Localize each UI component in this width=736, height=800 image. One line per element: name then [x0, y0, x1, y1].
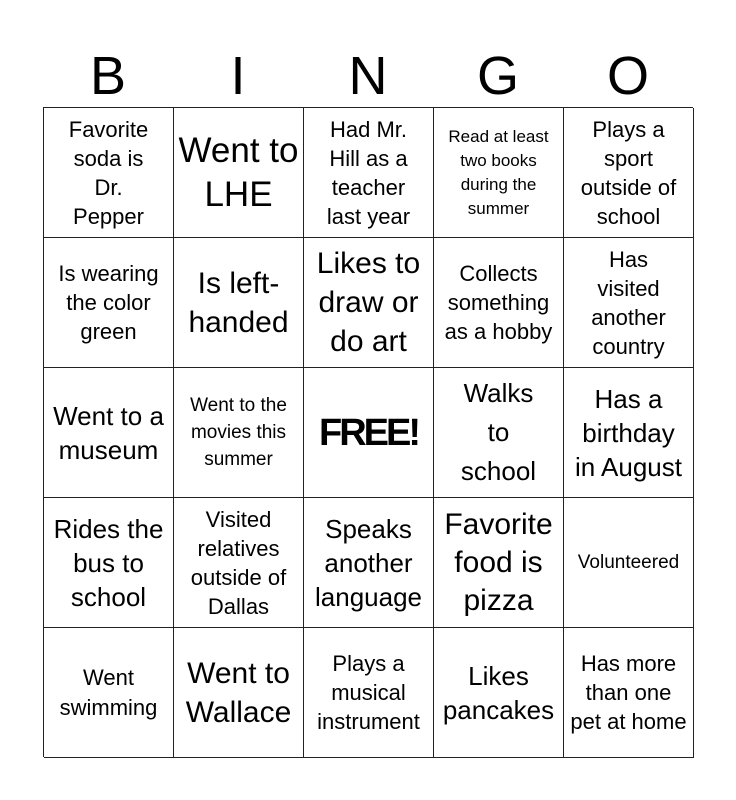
- cell-text: Is wearing the color green: [58, 261, 159, 344]
- cell-text: Favorite soda is Dr. Pepper: [68, 116, 149, 229]
- cell-text: Likes to draw or do art: [316, 247, 421, 358]
- header-letter-g: G: [476, 46, 519, 106]
- cell-text: Likes pancakes: [442, 660, 555, 725]
- cell-text: Has more than one pet at home: [570, 651, 687, 734]
- cell-text: Has visited another country: [591, 246, 666, 359]
- bingo-cell: [304, 108, 434, 238]
- bingo-header: [43, 44, 693, 108]
- bingo-cell: [174, 368, 304, 498]
- bingo-cell: [174, 238, 304, 368]
- cell-text: Went to Wallace: [185, 656, 292, 729]
- free-space: [304, 368, 434, 498]
- header-letter-n: N: [348, 46, 388, 106]
- bingo-cell: [174, 108, 304, 238]
- cell-text: Went swimming: [59, 664, 158, 720]
- cell-text: Went to LHE: [178, 130, 299, 214]
- bingo-cell: [434, 108, 564, 238]
- bingo-cell: [304, 498, 434, 628]
- bingo-cell: [44, 628, 174, 758]
- bingo-cell: [564, 108, 694, 238]
- bingo-cell: [434, 238, 564, 368]
- header-letter-b: B: [89, 46, 127, 106]
- cell-text: Volunteered: [577, 551, 680, 573]
- cell-text: Has a birthday in August: [575, 383, 682, 482]
- header-letter-o: O: [606, 46, 649, 106]
- bingo-cell: [434, 628, 564, 758]
- cell-text: Plays a sport outside of school: [580, 116, 677, 229]
- cell-text: Is left-handed: [188, 266, 289, 339]
- bingo-cell: [434, 368, 564, 498]
- bingo-cell: [564, 498, 694, 628]
- cell-text: Walks to school: [460, 378, 537, 486]
- bingo-cell: [44, 238, 174, 368]
- cell-text: Collects something as a hobby: [444, 261, 553, 344]
- bingo-cell: [564, 238, 694, 368]
- bingo-cell: [44, 108, 174, 238]
- bingo-cell: [44, 368, 174, 498]
- cell-text: Read at least two books during the summer: [448, 126, 549, 218]
- bingo-cell: [304, 238, 434, 368]
- free-space-text: FREE!: [319, 411, 418, 454]
- cell-text: Rides the bus to school: [53, 513, 164, 612]
- bingo-cell: [174, 628, 304, 758]
- cell-text: Went to the movies this summer: [190, 395, 287, 470]
- cell-text: Speaks another language: [315, 513, 422, 612]
- bingo-cell: [564, 628, 694, 758]
- bingo-cell: [44, 498, 174, 628]
- cell-text: Plays a musical instrument: [317, 651, 420, 734]
- bingo-cell: [564, 368, 694, 498]
- header-letter-i: I: [230, 46, 246, 106]
- cell-text: Went to a museum: [53, 400, 164, 465]
- bingo-cell: [304, 628, 434, 758]
- cell-text: Had Mr. Hill as a teacher last year: [326, 116, 411, 229]
- bingo-cell: [174, 498, 304, 628]
- cell-text: Visited relatives outside of Dallas: [190, 506, 287, 619]
- bingo-card-grid: [43, 107, 693, 757]
- bingo-cell: [434, 498, 564, 628]
- cell-text: Favorite food is pizza: [444, 507, 553, 617]
